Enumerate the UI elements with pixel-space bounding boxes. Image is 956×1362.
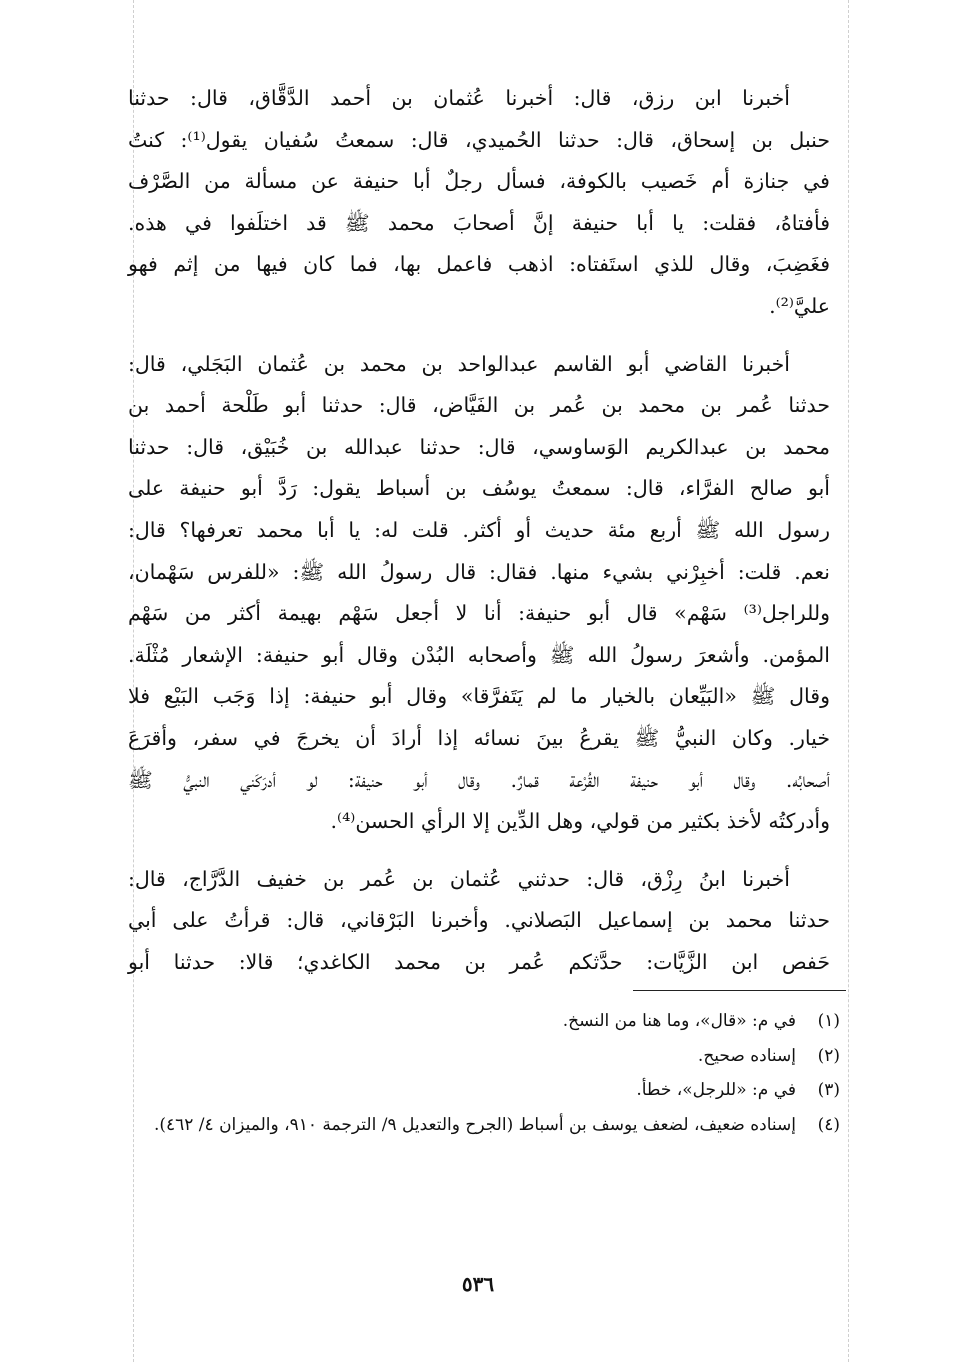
paragraph-3 — [128, 859, 830, 984]
paragraph-2 — [128, 344, 830, 843]
footnote-item — [128, 1039, 840, 1074]
footnote-item — [128, 1073, 840, 1108]
footnote-item — [128, 1108, 840, 1143]
text-line: نعم. قلت: أخبِرْني بشيء منها. فقال: قال رسولُ الله ﷺ: «للفرس سَهْمان، — [128, 559, 830, 584]
text-line: وللراجل⁽³⁾ سَهْم» قال أبو حنيفة: أنا لا أجعل سَهْم بهيمة أكثر من سَهْم — [128, 601, 830, 626]
footnote-text: في م: «قال»، وما هنا من النسخ. — [562, 1011, 796, 1031]
text-line: محمد بن عبدالكريم الوَساوسي، قال: حدثنا عبدالله بن خُبَيْق، قال: حدثنا — [128, 434, 830, 459]
text-line: أخبرنا ابن رزق، قال: أخبرنا عُثمان بن أحمد الدَّقَّاق، قال: حدثنا — [128, 86, 790, 110]
footnote-text: في م: «للرجل»، خطأ. — [636, 1080, 796, 1100]
text-line: في جنازة أم خَصيب بالكوفة، فسأل رجلٌ أبا حنيفة عن مسألة من الصَّرْف — [128, 169, 830, 194]
text-line: أبو صالح الفرَّاء، قال: سمعتُ يوسُف بن أسباط يقول: رَدَّ أبو حنيفة على — [128, 476, 830, 501]
text-line: وقال ﷺ «البَيِّعان بالخيار ما لم يَتَفرَّقا» وقال أبو حنيفة: إذا وَجَب البَيْع فلا — [128, 684, 830, 709]
page-number: ٥٣٦ — [461, 1272, 495, 1296]
text-line: أخبرنا ابنُ رِزْق، قال: حدثني عُثمان بن عُمر بن خفيف الدَّرَّاج، قال: — [128, 866, 790, 891]
footnote-text: إسناده ضعيف، لضعف يوسف بن أسباط (الجرح والتعديل ٩/ الترجمة ٩١٠، والميزان ٤/ ٤٦٢). — [153, 1114, 796, 1135]
text-line: فغَضِبَ، وقال للذي استَفتاه: اذهب فاعمل بها، فما كان فيها من إثم فهو — [128, 252, 830, 277]
footnote-number: (٢) — [817, 1045, 840, 1066]
footnote-text: إسناده صحيح. — [697, 1045, 796, 1066]
footnote-divider — [633, 990, 846, 991]
paragraph-1 — [128, 78, 830, 328]
text-line: أصحابُه. وقال أبو حنيفة القُرْعة قمارٌ. وقال أبو حنيفة: لو أدرَكَني النبيُّ ﷺ — [128, 767, 830, 792]
text-line: عليَّ⁽²⁾. — [769, 293, 830, 318]
text-line: حدثنا محمد بن إسماعيل البَصلاني. وأخبرنا البَرْقاني، قال: قرأتُ على أبي — [128, 908, 830, 933]
text-line: حدثنا عُمر بن محمد بن عُمر بن الفَيَّاض، قال: حدثنا أبو طَلْحة أحمد بن — [128, 393, 830, 418]
text-line: المؤمن. وأشعرَ رسولُ الله ﷺ وأصحابه البُدْن وقال أبو حنيفة: الإشعار مُثْلَة. — [128, 642, 830, 667]
main-text — [128, 78, 830, 999]
footnote-number: (٣) — [817, 1080, 840, 1100]
text-line: أخبرنا القاضي أبو القاسم عبدالواحد بن محمد بن عُثمان البَجَلي، قال: — [128, 351, 790, 376]
text-line: خيار. وكان النبيُّ ﷺ يقرعُ بينَ نسائه إذا أرادَ أن يخرجَ في سفر، وأقرَعَ — [128, 725, 830, 750]
footnote-item — [128, 1004, 840, 1039]
footnotes — [128, 1004, 840, 1142]
text-line: فأفتاهُ، فقلت: يا أبا حنيفة إنَّ أصحابَ محمد ﷺ قد اختلَفوا في هذه. — [128, 210, 830, 235]
footnote-number: (١) — [817, 1011, 840, 1031]
text-line: حنبل بن إسحاق، قال: حدثنا الحُميدي، قال: سمعتُ سُفيان يقول⁽¹⁾: كنتُ — [128, 127, 830, 152]
footnote-number: (٤) — [817, 1114, 840, 1135]
text-line: حَفص ابن الزَّيَّات: حدَّثكم عُمر بن محمد الكاغدي؛ قالا: حدثنا أبو — [128, 949, 830, 974]
scan-margin-line — [848, 0, 849, 1362]
text-line: وأدركتُه لأخذ بكثير من قولي، وهل الدِّين إلا الرأي الحسن⁽⁴⁾. — [330, 809, 830, 834]
text-line: رسول الله ﷺ أربع مئة حديث أو أكثر. قلت له: يا أبا محمد تعرفها؟ قال: — [128, 517, 830, 542]
